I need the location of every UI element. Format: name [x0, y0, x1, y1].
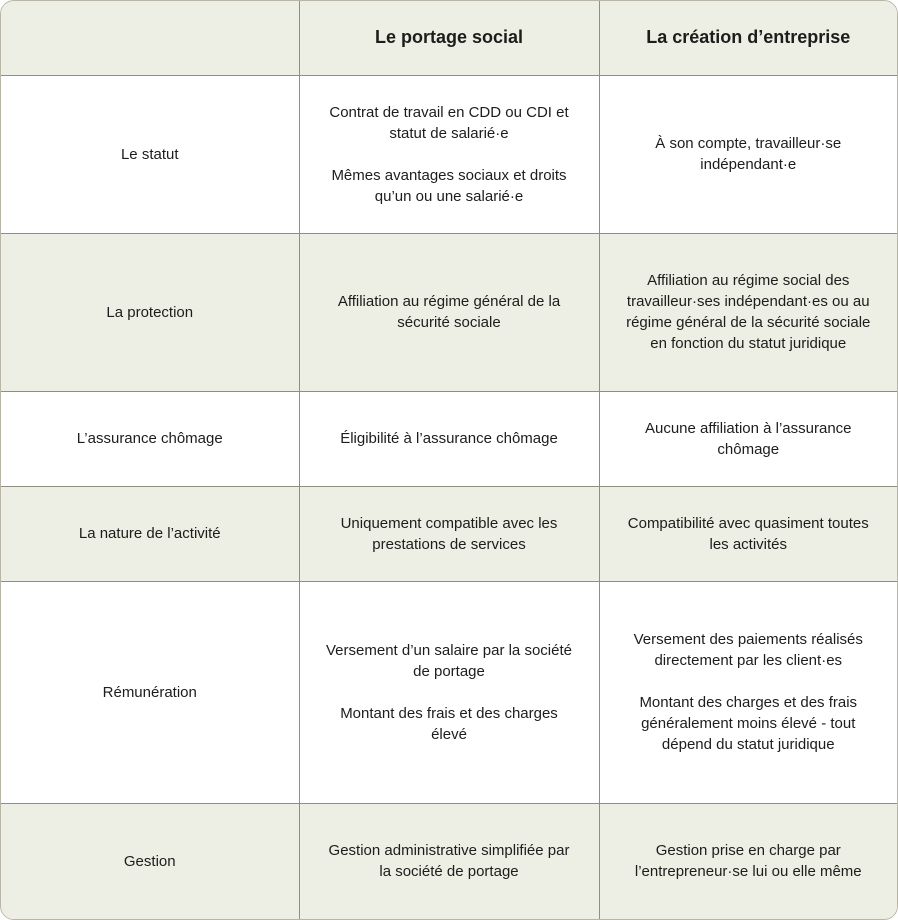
cell-text: Montant des frais et des charges élevé	[340, 704, 558, 743]
creation-cell	[599, 233, 897, 391]
header-creation-entreprise: La création d’entreprise	[599, 1, 897, 75]
portage-cell	[299, 581, 599, 803]
comparison-grid	[1, 1, 897, 919]
table-row	[1, 391, 897, 486]
table-row	[1, 803, 897, 919]
cell-text: Éligibilité à l’assurance chômage	[340, 430, 558, 447]
cell-text: Gestion administrative simplifiée par la société de portage	[328, 842, 570, 881]
cell-text: Montant des charges et des frais généralement moins élevé - tout dépend du statut juridique	[639, 694, 858, 753]
portage-cell	[299, 391, 599, 486]
creation-cell	[599, 391, 897, 486]
cell-text: Affiliation au régime social des travailleur·ses indépendant·es ou au régime général de la sécurité sociale en fonction du statut juridique	[626, 272, 871, 352]
portage-cell	[299, 233, 599, 391]
creation-cell	[599, 486, 897, 581]
row-label: L’assurance chômage	[1, 391, 299, 486]
cell-text: Affiliation au régime général de la sécurité sociale	[337, 293, 561, 331]
cell-text: Versement d’un salaire par la société de portage	[326, 641, 572, 680]
cell-text: Compatibilité avec quasiment toutes les activités	[627, 514, 869, 553]
header-row	[1, 1, 897, 75]
portage-cell	[299, 803, 599, 919]
cell-text: À son compte, travailleur·se indépendant·e	[655, 135, 842, 173]
row-label: Le statut	[1, 75, 299, 233]
cell-text: Contrat de travail en CDD ou CDI et statut de salarié·e	[329, 103, 569, 142]
creation-cell	[599, 581, 897, 803]
header-empty-cell	[1, 1, 299, 75]
creation-cell	[599, 75, 897, 233]
row-label: La protection	[1, 233, 299, 391]
creation-cell	[599, 803, 897, 919]
table-row	[1, 486, 897, 581]
table-row	[1, 75, 897, 233]
row-label: La nature de l’activité	[1, 486, 299, 581]
portage-cell	[299, 75, 599, 233]
cell-text: Aucune affiliation à l’assurance chômage	[644, 419, 852, 458]
cell-text: Mêmes avantages sociaux et droits qu’un ou une salarié·e	[331, 166, 567, 205]
table-row	[1, 581, 897, 803]
portage-cell	[299, 486, 599, 581]
row-label: Rémunération	[1, 581, 299, 803]
table-row	[1, 233, 897, 391]
cell-text: Versement des paiements réalisés directement par les client·es	[633, 631, 863, 669]
cell-text: Uniquement compatible avec les prestations de services	[340, 514, 558, 553]
cell-text: Gestion prise en charge par l’entrepreneur·se lui ou elle même	[634, 842, 862, 881]
header-portage-social: Le portage social	[299, 1, 599, 75]
row-label: Gestion	[1, 803, 299, 919]
